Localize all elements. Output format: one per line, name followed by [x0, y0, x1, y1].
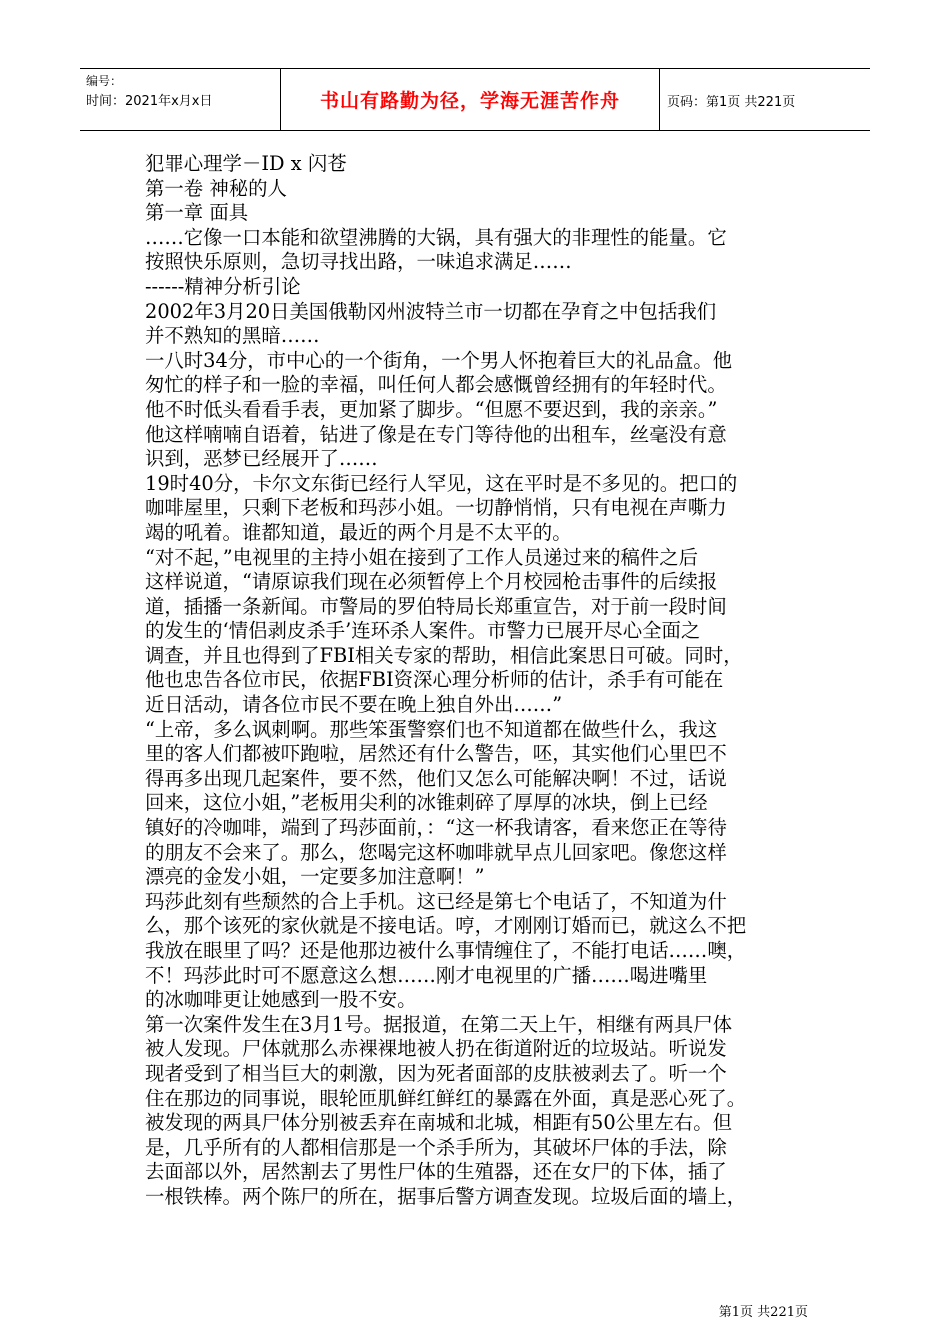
text-line: 的冰咖啡更让她感到一股不安。 [145, 988, 417, 1012]
text-line: 2002年3月20日美国俄勒冈州波特兰市一切都在孕育之中包括我们 [145, 299, 717, 323]
text-line: 近日活动，请各位市民不要在晚上独自外出……” [145, 693, 563, 717]
text-line: 竭的吼着。谁都知道，最近的两个月是不太平的。 [145, 520, 572, 544]
text-line: 回来，这位小姐，”老板用尖利的冰锥刺碎了厚厚的冰块，倒上已经 [145, 791, 708, 815]
header-info-cell [80, 69, 280, 130]
text-line: 的发生的‘情侣剥皮杀手’连环杀人案件。市警力已展开尽心全面之 [145, 619, 701, 643]
document-number-label: 编号： [86, 74, 123, 88]
text-line: 识到，恶梦已经展开了…… [145, 447, 378, 471]
text-line: 第一章 面具 [145, 201, 249, 225]
text-line: “上帝，多么讽刺啊。那些笨蛋警察们也不知道都在做些什么，我这 [145, 717, 718, 741]
text-line: 道，插播一条新闻。市警局的罗伯特局长郑重宣告，对于前一段时间 [145, 594, 727, 618]
text-line: “对不起，”电视里的主持小姐在接到了工作人员递过来的稿件之后 [145, 545, 699, 569]
document-body [145, 152, 810, 1210]
document-date: 时间：2021年x月x日 [86, 94, 213, 109]
text-line: 是，几乎所有的人都相信那是一个杀手所为，其破坏尸体的手法，除 [145, 1135, 727, 1159]
text-line: 现者受到了相当巨大的刺激，因为死者面部的皮肤被剥去了。听一个 [145, 1061, 727, 1085]
text-line: 被人发现。尸体就那么赤裸裸地被人扔在街道附近的垃圾站。听说发 [145, 1037, 727, 1061]
text-line: 他不时低头看看手表，更加紧了脚步。“但愿不要迟到，我的亲亲。” [145, 397, 718, 421]
text-line: 得再多出现几起案件，要不然，他们又怎么可能解决啊！不过，话说 [145, 766, 727, 790]
text-line: ……它像一口本能和欲望沸腾的大锅，具有强大的非理性的能量。它 [145, 225, 727, 249]
text-line: 么，那个该死的家伙就是不接电话。哼，才刚刚订婚而已，就这么不把 [145, 914, 747, 938]
text-line: 并不熟知的黑暗…… [145, 324, 320, 348]
text-line: 19时40分，卡尔文东街已经行人罕见，这在平时是不多见的。把口的 [145, 471, 738, 495]
text-line: 匆忙的样子和一脸的幸福，叫任何人都会感慨曾经拥有的年轻时代。 [145, 373, 727, 397]
footer-page-indicator: 第1页 共221页 [718, 1305, 808, 1320]
text-line: 玛莎此刻有些颓然的合上手机。这已经是第七个电话了，不知道为什 [145, 889, 727, 913]
text-line: 这样说道，“请原谅我们现在必须暂停上个月校园枪击事件的后续报 [145, 570, 718, 594]
text-line: 我放在眼里了吗？还是他那边被什么事情缠住了，不能打电话……噢， [145, 939, 747, 962]
text-line: 不！玛莎此时可不愿意这么想……刚才电视里的广播……喝进嘴里 [145, 963, 708, 987]
header-page-indicator: 页码：第1页 共221页 [667, 95, 796, 110]
text-line: 第一卷 神秘的人 [145, 176, 287, 200]
text-line: 被发现的两具尸体分别被丢弃在南城和北城，相距有50公里左右。但 [145, 1111, 733, 1135]
text-line: 里的客人们都被吓跑啦，居然还有什么警告，呸，其实他们心里巴不 [145, 742, 727, 766]
text-line: 一根铁棒。两个陈尸的所在，据事后警方调查发现。垃圾后面的墙上， [145, 1184, 747, 1208]
header-motto: 书山有路勤为径，学海无涯苦作舟 [319, 90, 620, 112]
page-header [80, 68, 870, 131]
text-line: 的朋友不会来了。那么，您喝完这杯咖啡就早点儿回家吧。像您这样 [145, 840, 727, 864]
text-line: 他这样喃喃自语着，钻进了像是在专门等待他的出租车，丝毫没有意 [145, 422, 727, 446]
text-line: 住在那边的同事说，眼轮匝肌鲜红鲜红的暴露在外面，真是恶心死了。 [145, 1086, 747, 1110]
text-line: 漂亮的金发小姐，一定要多加注意啊！” [145, 865, 485, 889]
text-line: ------精神分析引论 [145, 274, 301, 298]
text-line: 一八时34分，市中心的一个街角，一个男人怀抱着巨大的礼品盒。他 [145, 348, 733, 372]
text-line: 第一次案件发生在3月1号。据报道，在第二天上午，相继有两具尸体 [145, 1012, 733, 1036]
text-line: 咖啡屋里，只剩下老板和玛莎小姐。一切静悄悄，只有电视在声嘶力 [145, 496, 727, 520]
header-page-cell [659, 69, 870, 130]
text-line: 去面部以外，居然割去了男性尸体的生殖器，还在女尸的下体，插了 [145, 1160, 727, 1184]
text-line: 镇好的冷咖啡，端到了玛莎面前，：“这一杯我请客，看来您正在等待 [145, 816, 727, 840]
text-line: 犯罪心理学－ID x 闪苍 [145, 152, 347, 175]
header-motto-cell [280, 69, 660, 130]
text-line: 按照快乐原则，急切寻找出路，一味追求满足…… [145, 250, 572, 274]
text-line: 他也忠告各位市民，依据FBI资深心理分析师的估计，杀手有可能在 [145, 668, 724, 692]
text-line: 调查，并且也得到了FBI相关专家的帮助，相信此案思日可破。同时， [145, 643, 743, 667]
